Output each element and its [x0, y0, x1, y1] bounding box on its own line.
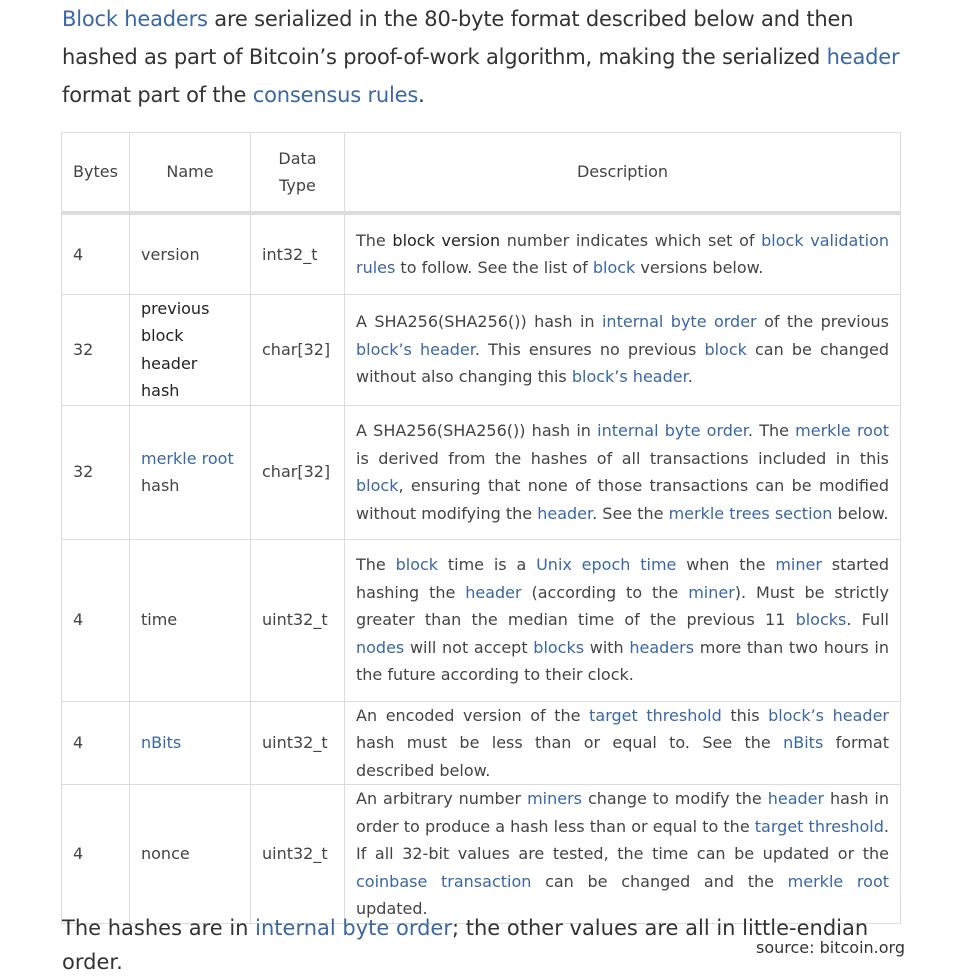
- link-target-threshold[interactable]: target threshold: [589, 705, 722, 725]
- cell-description: A SHA256(SHA256()) hash in internal byte order of the previous block’s header. This ensures no previous block can be changed without also changing this block’s header.: [345, 294, 901, 405]
- intro-paragraph: [62, 0, 922, 114]
- cell-type: uint32_t: [251, 701, 345, 785]
- cell-bytes: 32: [62, 405, 130, 539]
- cell-bytes: 32: [62, 294, 130, 405]
- cell-bytes: 4: [62, 539, 130, 701]
- cell-description: An encoded version of the target threshold this block’s header hash must be less than or equal to. See the nBits format described below.: [345, 701, 901, 785]
- table-row: [62, 785, 901, 924]
- link-blocks[interactable]: blocks: [795, 610, 847, 630]
- cell-description: A SHA256(SHA256()) hash in internal byte order. The merkle root is derived from the hashes of all transactions included in this block, ensuring that none of those transactions can be modified without modifying the header. See the merkle trees section below.: [345, 405, 901, 539]
- link-miner[interactable]: miner: [775, 555, 822, 575]
- link-merkle-trees-section[interactable]: merkle trees section: [668, 503, 833, 523]
- cell-bytes: 4: [62, 213, 130, 294]
- footer-note: The hashes are in internal byte order; the other values are all in little-endian order.: [62, 916, 869, 974]
- cell-name: version: [130, 213, 251, 294]
- link-block[interactable]: block: [356, 476, 399, 495]
- link-blocks-header[interactable]: block’s header: [768, 705, 889, 725]
- cell-description: An arbitrary number miners change to modify the header hash in order to produce a hash less than or equal to the target threshold. If all 32-bit values are tested, the time can be updated or the coinbase transaction can be changed and the merkle root updated.: [345, 785, 901, 924]
- cell-bytes: 4: [62, 701, 130, 785]
- table-row: [62, 405, 901, 539]
- cell-type: int32_t: [251, 213, 345, 294]
- link-nodes[interactable]: nodes: [356, 637, 405, 657]
- link-coinbase-transaction[interactable]: coinbase transaction: [356, 871, 532, 891]
- link-miner[interactable]: miner: [688, 582, 735, 602]
- cell-type: uint32_t: [251, 785, 345, 924]
- header-name: Name: [130, 133, 251, 214]
- link-header[interactable]: header: [537, 503, 593, 523]
- link-internal-byte-order[interactable]: internal byte order: [255, 916, 452, 940]
- table-row: [62, 701, 901, 785]
- link-block[interactable]: block: [592, 258, 636, 278]
- link-header[interactable]: header: [826, 45, 900, 69]
- link-merkle-root[interactable]: merkle root: [787, 871, 890, 891]
- link-unix-epoch-time[interactable]: Unix epoch time: [536, 555, 677, 575]
- link-nbits[interactable]: nBits: [783, 733, 824, 752]
- link-block[interactable]: block: [704, 339, 747, 359]
- cell-type: uint32_t: [251, 539, 345, 701]
- link-consensus-rules[interactable]: consensus rules: [252, 83, 419, 107]
- table-row: [62, 539, 901, 701]
- cell-type: char[32]: [251, 405, 345, 539]
- term-block-version: block version: [392, 230, 501, 250]
- link-merkle-root[interactable]: merkle root: [795, 421, 890, 440]
- source-credit: source: bitcoin.org: [756, 938, 905, 957]
- link-target-threshold[interactable]: target threshold: [754, 816, 884, 836]
- link-blocks-header[interactable]: block’s header: [571, 367, 688, 387]
- link-miners[interactable]: miners: [527, 789, 582, 808]
- link-nbits[interactable]: nBits: [141, 733, 182, 752]
- cell-name: time: [130, 539, 251, 701]
- link-internal-byte-order[interactable]: internal byte order: [601, 312, 757, 332]
- link-block-headers[interactable]: Block headers: [62, 7, 208, 31]
- intro-text-2: format part of the: [62, 83, 253, 107]
- link-block[interactable]: block: [395, 555, 439, 575]
- intro-text-1: are serialized in the 80-byte format described below and then hashed as part of Bitcoin’s proof-of-work algorithm, making the serialized: [62, 7, 854, 69]
- cell-description: The block time is a Unix epoch time when the miner started hashing the header (according to the miner). Must be strictly greater than the median time of the previous 11 blocks. Full nodes will not accept blocks with headers more than two hours in the future according to their clock.: [345, 539, 901, 701]
- cell-type: char[32]: [251, 294, 345, 405]
- link-internal-byte-order[interactable]: internal byte order: [597, 421, 748, 440]
- header-bytes: Bytes: [62, 133, 130, 214]
- link-header[interactable]: header: [767, 789, 825, 808]
- block-header-table: [61, 132, 901, 924]
- link-headers[interactable]: headers: [629, 637, 695, 657]
- link-block-validation-rules[interactable]: block validation rules: [356, 230, 890, 278]
- intro-text-3: .: [418, 83, 425, 107]
- link-merkle-root[interactable]: merkle root: [141, 448, 234, 468]
- table-row: [62, 213, 901, 294]
- link-blocks[interactable]: blocks: [533, 637, 585, 657]
- cell-name: previous block header hash: [130, 294, 251, 405]
- cell-name: merkle root hash: [130, 405, 251, 539]
- table-header-row: [62, 133, 901, 214]
- header-description: Description: [345, 133, 901, 214]
- link-blocks-header[interactable]: block’s header: [356, 339, 475, 359]
- cell-name: nonce: [130, 785, 251, 924]
- cell-bytes: 4: [62, 785, 130, 924]
- link-header[interactable]: header: [465, 582, 522, 602]
- header-data-type: Data Type: [251, 133, 345, 214]
- table-row: [62, 294, 901, 405]
- cell-description: The block version number indicates which set of block validation rules to follow. See the list of block versions below.: [345, 213, 901, 294]
- cell-name: [130, 701, 251, 785]
